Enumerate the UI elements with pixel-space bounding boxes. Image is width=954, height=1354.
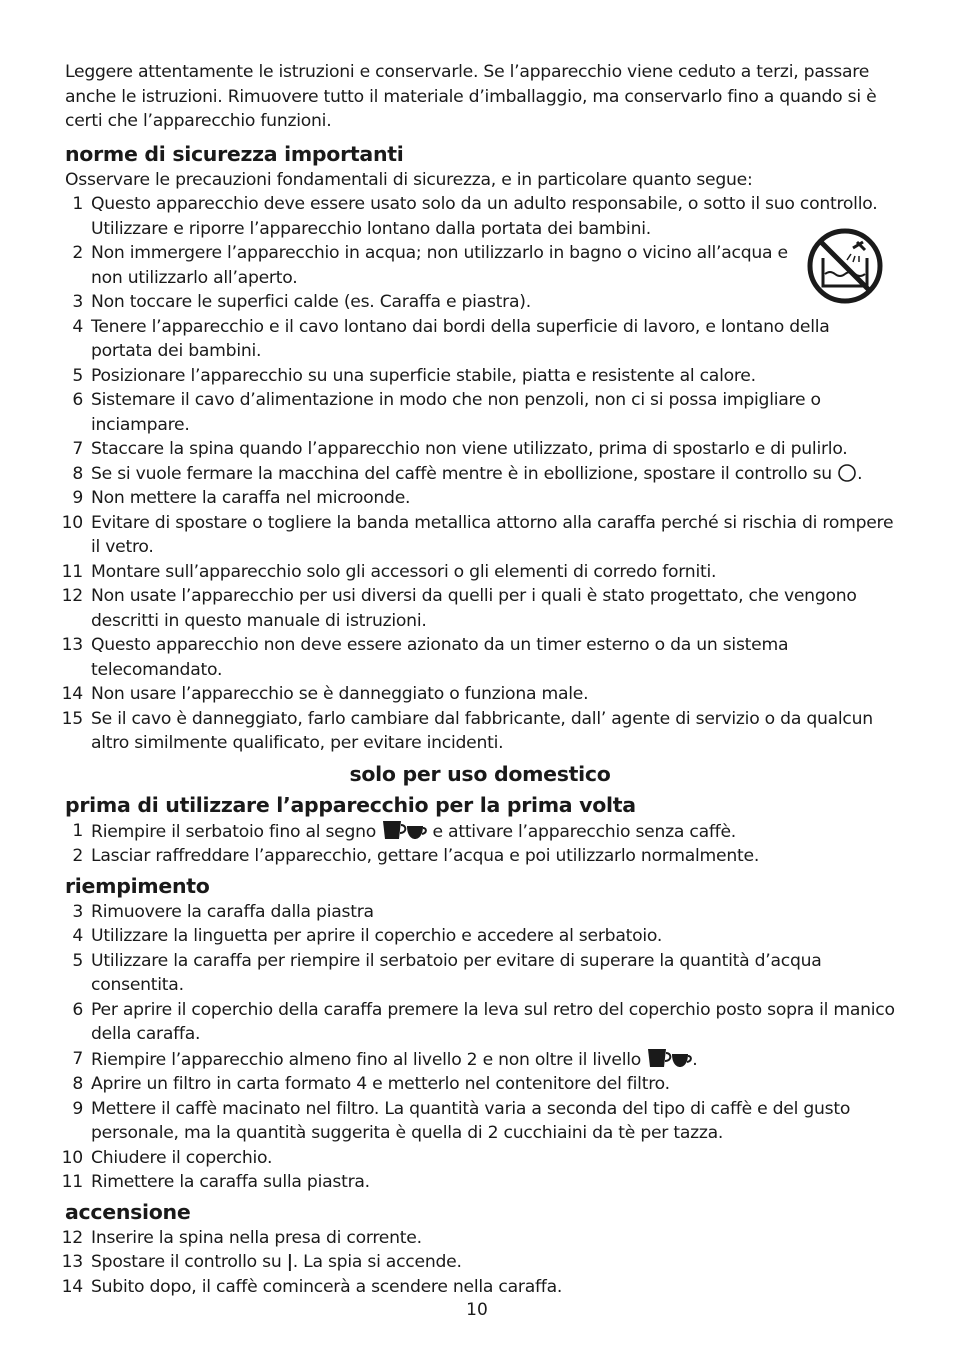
off-circle-icon xyxy=(837,463,857,483)
list-item: 14 Subito dopo, il caffè comincerà a scendere nella caraffa. xyxy=(61,1276,563,1297)
safety-heading: norme di sicurezza importanti xyxy=(65,141,404,166)
list-item: 11 Rimettere la caraffa sulla piastra. xyxy=(61,1172,370,1192)
switch-on-list xyxy=(61,1226,895,1300)
safety-lead: Osservare le precauzioni fondamentali di sicurezza, e in particolare quanto segue: xyxy=(65,169,753,190)
household-use-heading: solo per uso domestico xyxy=(349,761,611,786)
filling-list xyxy=(61,900,895,1195)
list-item: 11 Montare sull’apparecchio solo gli accessori o gli elementi di corredo forniti. xyxy=(61,561,717,582)
list-item: 2 Non immergere l’apparecchio in acqua; non utilizzarlo in bagno o vicino all’acqua e non utilizzarlo all’aperto. xyxy=(72,243,788,288)
list-item: 5 Posizionare l’apparecchio su una superficie stabile, piatta e resistente al calore. xyxy=(72,365,756,386)
on-symbol: | xyxy=(286,1252,293,1272)
list-item: 5 Utilizzare la caraffa per riempire il serbatoio per evitare di superare la quantità d’acqua consentita. xyxy=(72,950,822,995)
intro-paragraph: Leggere attentamente le istruzioni e conservarle. Se l’apparecchio viene ceduto a terzi, passare anche le istruzioni. Rimuovere tutto il materiale d’imballaggio, ma conservarlo fino a quando si è certi che l’apparecchio funzioni. xyxy=(65,62,877,131)
list-item: 7 Staccare la spina quando l’apparecchio non viene utilizzato, prima di spostarlo e di pulirlo. xyxy=(72,439,848,459)
list-item: 15 Se il cavo è danneggiato, farlo cambiare dal fabbricante, dall’ agente di servizio o da qualcun altro similmente qualificato, per evitare incidenti. xyxy=(61,708,873,753)
list-item: 2 Lasciar raffreddare l’apparecchio, gettare l’acqua e poi utilizzarlo normalmente. xyxy=(72,846,760,866)
list-item: 7 Riempire l’apparecchio almeno fino al livello 2 e non oltre il livello . xyxy=(72,1048,698,1070)
list-item: 6 Sistemare il cavo d’alimentazione in modo che non penzoli, non ci si possa impigliare o inciampare. xyxy=(72,390,821,435)
list-item: 4 Tenere l’apparecchio e il cavo lontano dai bordi della superficie di lavoro, e lontano della portata dei bambini. xyxy=(72,316,830,361)
list-item: 6 Per aprire il coperchio della caraffa premere la leva sul retro del coperchio posto sopra il manico della caraffa. xyxy=(72,999,895,1044)
list-item: 3 Non toccare le superfici calde (es. Caraffa e piastra). xyxy=(72,292,531,312)
list-item: 14 Non usare l’apparecchio se è danneggiato o funziona male. xyxy=(61,684,589,704)
safety-list xyxy=(61,192,895,756)
page-content xyxy=(61,60,895,1299)
switch-on-heading: accensione xyxy=(65,1199,191,1224)
list-item: 9 Mettere il caffè macinato nel filtro. La quantità varia a seconda del tipo di caffè e del gusto personale, ma la quantità suggerita è quella di 2 cucchiaini da tè per tazza. xyxy=(72,1098,851,1143)
no-water-immersion-icon xyxy=(807,228,883,304)
list-item: 4 Utilizzare la linguetta per aprire il coperchio e accedere al serbatoio. xyxy=(72,926,663,946)
list-item: 9 Non mettere la caraffa nel microonde. xyxy=(72,488,411,508)
filling-heading: riempimento xyxy=(65,873,210,898)
list-item: 1 Riempire il serbatoio fino al segno e attivare l’apparecchio senza caffè. xyxy=(72,820,737,842)
list-item: 1 Questo apparecchio deve essere usato solo da un adulto responsabile, o sotto il suo controllo. Utilizzare e riporre l’apparecchio lontano dalla portata dei bambini. xyxy=(72,194,878,239)
list-item: 8 Se si vuole fermare la macchina del caffè mentre è in ebollizione, spostare il controllo su . xyxy=(72,463,863,484)
list-item: 12 Non usate l’apparecchio per usi diversi da quelli per i quali è stato progettato, che vengono descritti in questo manuale di istruzioni. xyxy=(61,586,857,631)
list-item: 13 Spostare il controllo su |. La spia si accende. xyxy=(61,1252,462,1272)
max-cups-icon xyxy=(646,1047,692,1069)
list-item: 10 Evitare di spostare o togliere la banda metallica attorno alla caraffa perché si rischia di rompere il vetro. xyxy=(61,512,894,557)
max-cups-icon xyxy=(381,819,427,841)
list-item: 10 Chiudere il coperchio. xyxy=(61,1147,273,1168)
first-use-list xyxy=(65,819,895,869)
list-item: 8 Aprire un filtro in carta formato 4 e metterlo nel contenitore del filtro. xyxy=(72,1074,670,1094)
list-item: 12 Inserire la spina nella presa di corrente. xyxy=(61,1227,422,1248)
list-item: 13 Questo apparecchio non deve essere azionato da un timer esterno o da un sistema telecomandato. xyxy=(61,635,789,680)
first-use-heading: prima di utilizzare l’apparecchio per la prima volta xyxy=(65,792,636,817)
page-number: 10 xyxy=(466,1300,488,1320)
list-item: 3 Rimuovere la caraffa dalla piastra xyxy=(72,901,374,922)
